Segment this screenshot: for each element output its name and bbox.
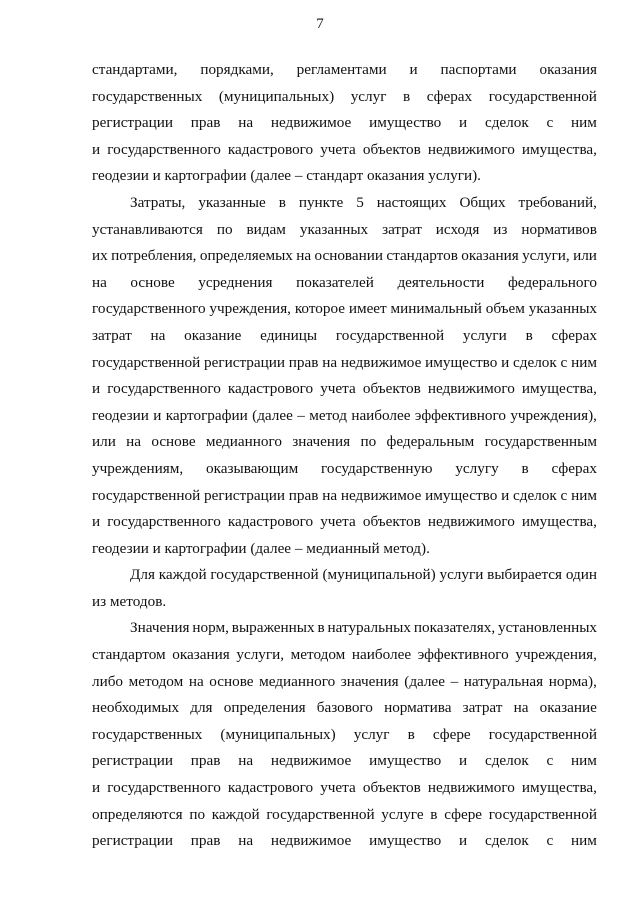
word: эффективного — [414, 406, 506, 424]
text-line — [92, 456, 597, 483]
word: сделок — [513, 353, 557, 371]
word: и — [92, 380, 101, 398]
word: пункте — [298, 193, 344, 211]
text-line — [92, 669, 597, 696]
word: кадастрового — [227, 513, 314, 531]
text-line — [92, 722, 597, 749]
word: на — [296, 247, 312, 265]
word: паспортами — [440, 61, 517, 78]
word: методом — [290, 646, 346, 664]
word: затрат — [462, 699, 503, 717]
word: государственным — [484, 433, 597, 451]
word: и — [459, 752, 468, 770]
word: сделок — [484, 752, 529, 770]
text-line — [92, 429, 597, 456]
word: услуг — [350, 87, 387, 105]
word: ним — [571, 752, 597, 770]
word: и — [459, 832, 468, 850]
text-line — [92, 110, 597, 137]
word: имущество — [369, 752, 442, 770]
word: эффективного — [417, 646, 509, 664]
word: сделок — [484, 832, 529, 850]
word: и — [92, 513, 101, 531]
word: медианного — [205, 433, 282, 451]
word: государственного — [92, 300, 206, 318]
word: государственной — [92, 353, 201, 371]
word: (муниципальных) — [218, 87, 335, 105]
word: минимальный — [390, 300, 482, 318]
word: с — [546, 114, 554, 132]
word: учета — [320, 779, 356, 797]
word: в — [317, 619, 325, 637]
word: государственного — [107, 140, 221, 158]
word: недвижимого — [427, 779, 515, 797]
word: на — [322, 486, 338, 504]
word: оказания — [461, 247, 519, 265]
word: государственного — [107, 380, 221, 398]
text-line: из методов. — [92, 592, 167, 610]
word: на — [188, 672, 204, 690]
text-line — [92, 562, 597, 589]
text-line — [92, 695, 597, 722]
word: указанных — [528, 300, 597, 318]
word: указанные — [198, 193, 266, 211]
word: услуг — [353, 725, 390, 743]
word: на — [238, 832, 254, 850]
word: основе — [209, 672, 254, 690]
word: учреждения, — [209, 300, 291, 318]
word: федерального — [507, 273, 597, 291]
word: натуральных — [327, 619, 411, 637]
text-line — [92, 775, 597, 802]
word: имущество — [369, 832, 442, 850]
word: и — [92, 779, 101, 797]
word: на — [322, 353, 338, 371]
word: один — [565, 566, 597, 584]
word: в — [525, 326, 533, 344]
word: метод — [309, 406, 347, 424]
word: устанавливаются — [92, 220, 203, 238]
word: государственной — [488, 725, 597, 743]
text-line: геодезии и картографии (далее – медианный метод). — [92, 539, 430, 557]
word: недвижимое — [270, 114, 352, 132]
word: установленных — [498, 619, 597, 637]
word: усреднения — [198, 273, 273, 291]
text-line: геодезии и картографии (далее – стандарт оказания услуги). — [92, 167, 481, 185]
paragraph — [92, 562, 597, 615]
word: основе — [151, 433, 196, 451]
word: государственного — [107, 779, 221, 797]
word: регламентами — [296, 61, 387, 78]
paragraph — [92, 190, 597, 562]
word: (далее — [252, 406, 293, 424]
word: государственной — [266, 805, 375, 823]
word: прав — [288, 353, 319, 371]
word: регистрации — [92, 752, 173, 770]
word: требований, — [518, 193, 597, 211]
word: в — [402, 87, 411, 105]
text-line — [92, 350, 597, 377]
word: недвижимое — [340, 353, 422, 371]
word: недвижимого — [427, 380, 515, 398]
word: видам — [246, 220, 286, 238]
word: услуги — [439, 566, 484, 584]
word: объектов — [362, 513, 421, 531]
word: государственную — [321, 459, 433, 477]
word: норма), — [548, 672, 597, 690]
word: государственной — [210, 566, 319, 584]
text-line — [92, 642, 597, 669]
word: (муниципальной) — [322, 566, 436, 584]
text-line — [92, 615, 597, 642]
word: значения — [340, 672, 399, 690]
word: норм, — [192, 619, 229, 637]
text-line — [92, 483, 597, 510]
word: либо — [92, 672, 124, 690]
word: натуральная — [463, 672, 544, 690]
word: прав — [190, 752, 221, 770]
word: или — [573, 247, 597, 265]
word: их — [92, 247, 108, 265]
word: на — [126, 433, 142, 451]
word: в — [278, 193, 286, 211]
text-line — [92, 376, 597, 403]
text-line — [92, 137, 597, 164]
word: и — [409, 61, 418, 78]
word: имущество — [425, 486, 498, 504]
word: определяются — [92, 805, 183, 823]
word: на — [92, 273, 107, 291]
word: затрат — [382, 220, 422, 238]
word: и — [92, 140, 101, 158]
word: с — [546, 832, 554, 850]
word: Затраты, — [130, 193, 186, 211]
word: показателей — [296, 273, 374, 291]
word: с — [560, 486, 568, 504]
word: регистрации — [204, 486, 286, 504]
word: оказание — [184, 326, 242, 344]
word: услугу — [455, 459, 499, 477]
word: недвижимого — [427, 140, 515, 158]
word: порядками, — [200, 61, 274, 78]
word: имущество — [369, 114, 442, 132]
word: ним — [571, 832, 597, 850]
paragraph — [92, 57, 597, 190]
word: медианного — [259, 672, 336, 690]
text-line — [92, 243, 597, 270]
word: деятельности — [397, 273, 485, 291]
text-line — [92, 828, 597, 855]
word: и — [153, 406, 162, 424]
word: Значения — [130, 619, 190, 637]
word: учреждениям, — [92, 459, 184, 477]
word: объектов — [362, 779, 421, 797]
word: государственной — [488, 87, 597, 105]
word: сферах — [426, 87, 473, 105]
word: выраженных — [231, 619, 315, 637]
word: государственных — [92, 725, 203, 743]
word: учреждения), — [510, 406, 597, 424]
word: с — [546, 752, 554, 770]
word: недвижимое — [340, 486, 422, 504]
word: затрат — [92, 326, 132, 344]
word: в — [430, 805, 438, 823]
text-line — [92, 270, 597, 297]
word: необходимых — [92, 699, 180, 717]
word: сфере — [444, 805, 483, 823]
word: прав — [190, 114, 221, 132]
word: сделок — [513, 486, 557, 504]
word: государственной — [488, 805, 597, 823]
word: сферах — [551, 459, 597, 477]
word: кадастрового — [227, 380, 314, 398]
word: федеральным — [386, 433, 475, 451]
word: для — [190, 699, 213, 717]
word: учреждения, — [515, 646, 597, 664]
word: по — [189, 805, 206, 823]
word: имущества, — [521, 513, 597, 531]
word: выбирается — [487, 566, 563, 584]
word: значения — [292, 433, 351, 451]
word: методом — [128, 672, 184, 690]
word: услуги, — [236, 646, 285, 664]
word: нормативов — [521, 220, 597, 238]
word: имеет — [348, 300, 387, 318]
word: ним — [571, 486, 597, 504]
word: определяемых — [199, 247, 293, 265]
word: государственной — [92, 486, 201, 504]
word: стандартами, — [92, 61, 178, 78]
word: прав — [288, 486, 319, 504]
text-line — [92, 57, 597, 84]
word: на — [150, 326, 166, 344]
word: на — [513, 699, 529, 717]
word: из — [493, 220, 508, 238]
text-line — [92, 84, 597, 111]
word: государственной — [335, 326, 445, 344]
word: каждой — [158, 566, 207, 584]
word: прав — [190, 832, 221, 850]
word: недвижимое — [270, 832, 352, 850]
text-line — [92, 296, 597, 323]
word: услуге — [381, 805, 424, 823]
word: услуги — [462, 326, 507, 344]
word: или — [92, 433, 116, 451]
word: регистрации — [92, 832, 173, 850]
word: картографии — [165, 406, 248, 424]
word: в — [407, 725, 415, 743]
word: потребления, — [111, 247, 197, 265]
word: (муниципальных) — [220, 725, 336, 743]
word: недвижимое — [270, 752, 352, 770]
word: сделок — [484, 114, 529, 132]
text-line — [92, 217, 597, 244]
word: Для — [130, 566, 155, 584]
word: стандартом — [92, 646, 166, 664]
word: ним — [571, 353, 597, 371]
word: единицы — [260, 326, 318, 344]
word: государственных — [92, 87, 203, 105]
word: сферах — [551, 326, 597, 344]
word: Общих — [459, 193, 506, 211]
paragraph — [92, 615, 597, 854]
word: государственного — [107, 513, 221, 531]
word: учета — [320, 140, 356, 158]
word: услуги, — [522, 247, 570, 265]
word: базового — [316, 699, 373, 717]
word: с — [560, 353, 568, 371]
word: стандартов — [386, 247, 458, 265]
word: объем — [485, 300, 525, 318]
word: определения — [223, 699, 306, 717]
word: показателях, — [413, 619, 496, 637]
word: которое — [294, 300, 345, 318]
word: оказание — [539, 699, 597, 717]
text-line — [92, 403, 597, 430]
word: недвижимого — [427, 513, 515, 531]
word: и — [459, 114, 468, 132]
word: каждой — [211, 805, 260, 823]
word: – — [297, 406, 305, 424]
word: учета — [320, 380, 356, 398]
word: наиболее — [351, 646, 412, 664]
text-line — [92, 748, 597, 775]
text-line — [92, 323, 597, 350]
word: основании — [314, 247, 384, 265]
word: основе — [130, 273, 175, 291]
word: оказания — [539, 61, 597, 78]
word: (далее — [404, 672, 445, 690]
word: регистрации — [92, 114, 173, 132]
text-line — [92, 190, 597, 217]
word: имущество — [425, 353, 498, 371]
word: и — [501, 486, 510, 504]
word: кадастрового — [227, 140, 314, 158]
word: по — [360, 433, 377, 451]
word: сфере — [432, 725, 471, 743]
text-line — [92, 509, 597, 536]
word: 5 — [356, 193, 364, 211]
word: в — [521, 459, 529, 477]
word: – — [450, 672, 459, 690]
word: оказывающим — [206, 459, 299, 477]
word: по — [216, 220, 233, 238]
word: учета — [320, 513, 356, 531]
word: ним — [571, 114, 597, 132]
word: и — [501, 353, 510, 371]
word: исходя — [435, 220, 480, 238]
word: объектов — [362, 140, 421, 158]
word: оказания — [172, 646, 230, 664]
document-body — [92, 57, 597, 855]
word: регистрации — [204, 353, 286, 371]
word: геодезии — [92, 406, 149, 424]
word: на — [238, 114, 254, 132]
word: имущества, — [521, 380, 597, 398]
word: кадастрового — [227, 779, 314, 797]
word: настоящих — [376, 193, 447, 211]
text-line — [92, 802, 597, 829]
word: объектов — [362, 380, 421, 398]
word: имущества, — [521, 779, 597, 797]
word: наиболее — [351, 406, 411, 424]
page-number: 7 — [316, 16, 324, 32]
word: норматива — [384, 699, 452, 717]
word: имущества, — [521, 140, 597, 158]
word: указанных — [299, 220, 369, 238]
word: на — [238, 752, 254, 770]
